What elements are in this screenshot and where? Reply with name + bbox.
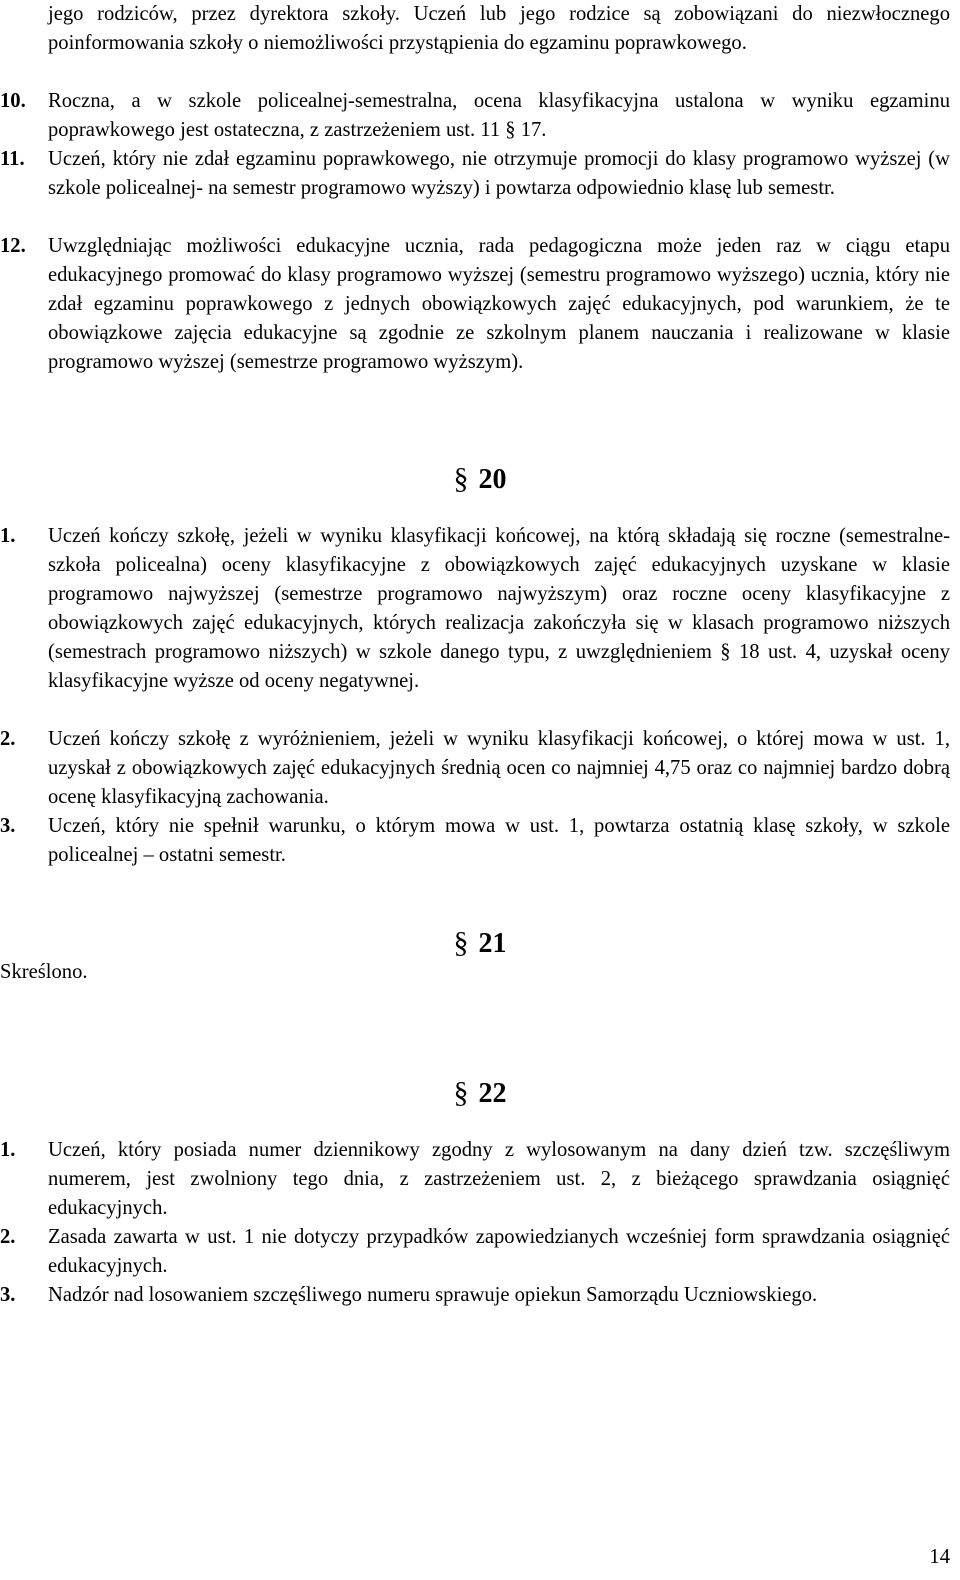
- item-text: Roczna, a w szkole policealnej-semestralna, ocena klasyfikacyjna ustalona w wyniku egzaminu poprawkowego jest ostateczna, z zastrzeżeniem ust. 11 § 17.: [48, 90, 950, 141]
- section-symbol: §: [453, 1076, 469, 1109]
- item-number: 11.: [0, 148, 25, 170]
- item-text: Nadzór nad losowaniem szczęśliwego numeru sprawuje opiekun Samorządu Uczniowskiego.: [48, 1284, 818, 1306]
- item-text: Uczeń, który nie spełnił warunku, o którym mowa w ust. 1, powtarza ostatnią klasę szkoły, w szkole policealnej – ostatni semestr.: [48, 815, 950, 866]
- continuation-paragraph: jego rodziców, przez dyrektora szkoły. Uczeń lub jego rodzice są zobowiązani do niezwłocznego poinformowania szkoły o niemożliwości przystąpienia do egzaminu poprawkowego.: [48, 3, 950, 54]
- item-text: Uczeń, który nie zdał egzaminu poprawkowego, nie otrzymuje promocji do klasy programowo wyższej (w szkole policealnej- na semestr programowo wyższy) i powtarza odpowiednio klasę lub semestr.: [48, 148, 950, 199]
- section-number: 20: [478, 464, 507, 495]
- item-number: 1.: [0, 1139, 16, 1161]
- item-text: Uczeń kończy szkołę, jeżeli w wyniku klasyfikacji końcowej, na którą składają się roczne (semestralne-szkoła policealna) oceny klasyfikacyjne z obowiązkowych zajęć edukacyjnych uzyskane w klasie programowo najwyższej (semestrze programowo najwyższym) oraz roczne oceny klasyfikacyjne z obowiązkowych zajęć edukacyjnych, których realizacja zakończyła się w klasach programowo niższych (semestrach programowo niższych) w szkole danego typu, z uwzględnieniem § 18 ust. 4, uzyskał oceny klasyfikacyjne wyższe od oceny negatywnej.: [48, 525, 950, 692]
- item-number: 3.: [0, 1284, 16, 1306]
- section-symbol: §: [453, 926, 469, 959]
- section-number: 22: [478, 1078, 507, 1109]
- page-number: 14: [929, 1546, 950, 1568]
- section-number: 21: [478, 928, 507, 959]
- item-text: Uwzględniając możliwości edukacyjne ucznia, rada pedagogiczna może jeden raz w ciągu etapu edukacyjnego promować do klasy programowo wyższej (semestru programowo wyższego) ucznia, który nie zdał egzaminu poprawkowego z jednych obowiązkowych zajęć edukacyjnych, pod warunkiem, że te obowiązkowe zajęcia edukacyjne są zgodnie ze szkolnym planem nauczania i realizowane w klasie programowo wyższej (semestrze programowo wyższym).: [48, 235, 950, 373]
- item-text: Zasada zawarta w ust. 1 nie dotyczy przypadków zapowiedzianych wcześniej form sprawdzania osiągnięć edukacyjnych.: [48, 1226, 950, 1277]
- struck-section-text: Skreślono.: [0, 961, 88, 983]
- section-heading-22: [0, 1075, 960, 1112]
- item-number: 1.: [0, 525, 16, 547]
- item-number: 12.: [0, 235, 26, 257]
- item-number: 2.: [0, 728, 16, 750]
- item-number: 2.: [0, 1226, 16, 1248]
- item-text: Uczeń, który posiada numer dziennikowy zgodny z wylosowanym na dany dzień tzw. szczęśliwym numerem, jest zwolniony tego dnia, z zastrzeżeniem ust. 2, z bieżącego sprawdzania osiągnięć edukacyjnych.: [48, 1139, 950, 1219]
- item-number: 3.: [0, 815, 16, 837]
- section-symbol: §: [453, 462, 469, 495]
- item-number: 10.: [0, 90, 26, 112]
- item-text: Uczeń kończy szkołę z wyróżnieniem, jeżeli w wyniku klasyfikacji końcowej, o której mowa w ust. 1, uzyskał z obowiązkowych zajęć edukacyjnych średnią ocen co najmniej 4,75 oraz co najmniej bardzo dobrą ocenę klasyfikacyjną zachowania.: [48, 728, 950, 808]
- section-heading-20: [0, 461, 960, 498]
- section-heading-21: [0, 925, 960, 962]
